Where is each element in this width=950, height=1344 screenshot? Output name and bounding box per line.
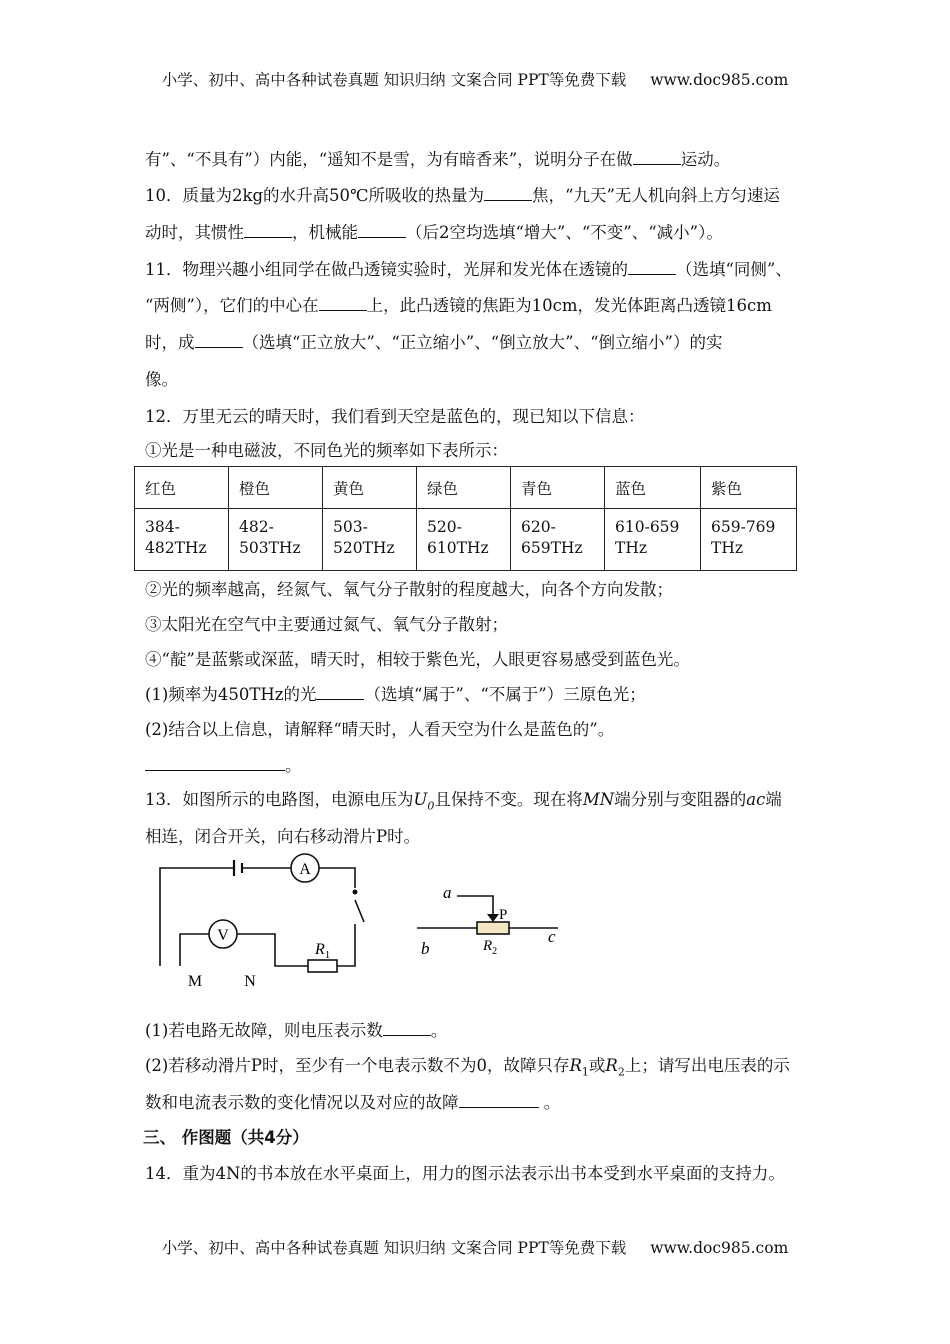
q12-part2-answer: 。 bbox=[145, 752, 810, 776]
q10-line1: 10．质量为2kg的水升高50℃所吸收的热量为 焦，“九天”无人机向斜上方匀速运 bbox=[145, 186, 780, 205]
header-text: 小学、初中、高中各种试卷真题 知识归纳 文案合同 PPT等免费下载 bbox=[161, 71, 627, 89]
ammeter-label: A bbox=[299, 861, 311, 878]
page-footer bbox=[0, 1236, 950, 1258]
answer-blank bbox=[633, 150, 681, 165]
q12-part2: (2)结合以上信息，请解释“晴天时，人看天空为什么是蓝色的”。 bbox=[145, 720, 615, 739]
q12-info1: ①光是一种电磁波，不同色光的频率如下表所示： bbox=[145, 441, 508, 460]
q13-part2-line2: 数和电流表示数的变化情况以及对应的故障 。 bbox=[145, 1093, 561, 1112]
answer-blank bbox=[195, 333, 243, 348]
q11-line4: 像。 bbox=[145, 370, 178, 389]
q11-line2: “两侧”），它们的中心在 上，此凸透镜的焦距为10cm，发光体距离凸透镜16cm bbox=[145, 296, 772, 315]
answer-blank bbox=[358, 223, 406, 238]
r2-label: R bbox=[483, 938, 493, 954]
q13-line2: 相连，闭合开关，向右移动滑片P时。 bbox=[145, 827, 421, 846]
q13-part2-line1: (2)若移动滑片P时，至少有一个电表示数不为0，故障只存$R_1$或$R_2$上；请写出电压表的示 bbox=[145, 1056, 790, 1079]
table-cell: 黄色 bbox=[323, 467, 417, 509]
q9-tail-line: 有”、“不具有”）内能，“遥知不是雪，为有暗香来”，说明分子在做 运动。 bbox=[145, 150, 731, 169]
section-heading: 三、 作图题（共4分） bbox=[143, 1128, 309, 1147]
answer-blank bbox=[459, 1093, 539, 1108]
voltmeter-label: V bbox=[217, 927, 229, 944]
answer-blank bbox=[383, 1021, 431, 1036]
q10-line2: 动时，其惯性 ，机械能 （后2空均选填“增大”、“不变”、“减小”）。 bbox=[145, 223, 723, 242]
table-cell: 610-659 THz bbox=[605, 509, 701, 571]
q12-info2: ②光的频率越高，经氮气、氧气分子散射的程度越大，向各个方向发散； bbox=[145, 580, 673, 599]
table-cell: 659-769 THz bbox=[701, 509, 797, 571]
q14-text: 14．重为4N的书本放在水平桌面上，用力的图示法表示出书本受到水平桌面的支持力。 bbox=[145, 1164, 785, 1183]
q11-line3: 时，成 （选填“正立放大”、“正立缩小”、“倒立放大”、“倒立缩小”）的实 bbox=[145, 333, 723, 352]
table-cell: 紫色 bbox=[701, 467, 797, 509]
q13-part1: (1)若电路无故障，则电压表示数 。 bbox=[145, 1021, 448, 1040]
page-header bbox=[0, 68, 950, 90]
table-row bbox=[135, 509, 797, 571]
answer-blank bbox=[145, 756, 285, 771]
q12-info3: ③太阳光在空气中主要通过氮气、氧气分子散射； bbox=[145, 615, 508, 634]
svg-text:R2: $R_2$ bbox=[483, 938, 498, 957]
answer-blank bbox=[319, 296, 367, 311]
footer-text: 小学、初中、高中各种试卷真题 知识归纳 文案合同 PPT等免费下载 bbox=[161, 1239, 627, 1257]
answer-blank bbox=[316, 685, 364, 700]
svg-text:R1: $R_1$ bbox=[315, 941, 331, 961]
frequency-table bbox=[134, 466, 797, 571]
table-cell: 620- 659THz bbox=[511, 509, 605, 571]
footer-site: www.doc985.com bbox=[650, 1239, 789, 1257]
table-cell: 橙色 bbox=[229, 467, 323, 509]
rheostat-diagram bbox=[415, 876, 575, 961]
table-cell: 绿色 bbox=[417, 467, 511, 509]
terminal-m-label: M bbox=[187, 973, 203, 990]
answer-blank bbox=[628, 260, 676, 275]
terminal-b-label: b bbox=[421, 939, 430, 958]
table-cell: 红色 bbox=[135, 467, 229, 509]
table-cell: 520- 610THz bbox=[417, 509, 511, 571]
q12-info4: ④“靛”是蓝紫或深蓝，晴天时，相较于紫色光，人眼更容易感受到蓝色光。 bbox=[145, 650, 690, 669]
terminal-a-label: a bbox=[443, 883, 452, 902]
circuit-diagram bbox=[150, 848, 380, 993]
q13-line1: 13．如图所示的电路图，电源电压为$U_0$且保持不变。现在将MN端分别与变阻器的ac端 bbox=[145, 790, 782, 813]
q12-intro: 12．万里无云的晴天时，我们看到天空是蓝色的，现已知以下信息： bbox=[145, 407, 645, 426]
table-cell: 384- 482THz bbox=[135, 509, 229, 571]
table-cell: 482- 503THz bbox=[229, 509, 323, 571]
header-site: www.doc985.com bbox=[650, 71, 789, 89]
r1-label: R bbox=[315, 941, 325, 958]
table-cell: 青色 bbox=[511, 467, 605, 509]
table-cell: 蓝色 bbox=[605, 467, 701, 509]
slider-p-label: P bbox=[499, 907, 508, 923]
table-cell: 503- 520THz bbox=[323, 509, 417, 571]
table-row bbox=[135, 467, 797, 509]
terminal-c-label: c bbox=[548, 927, 556, 946]
answer-blank bbox=[244, 223, 292, 238]
answer-blank bbox=[484, 186, 532, 201]
q11-line1: 11．物理兴趣小组同学在做凸透镜实验时，光屏和发光体在透镜的 （选填“同侧”、 bbox=[145, 260, 792, 279]
terminal-n-label: N bbox=[244, 973, 256, 990]
q12-part1: (1)频率为450THz的光 （选填“属于”、“不属于”）三原色光； bbox=[145, 685, 646, 704]
